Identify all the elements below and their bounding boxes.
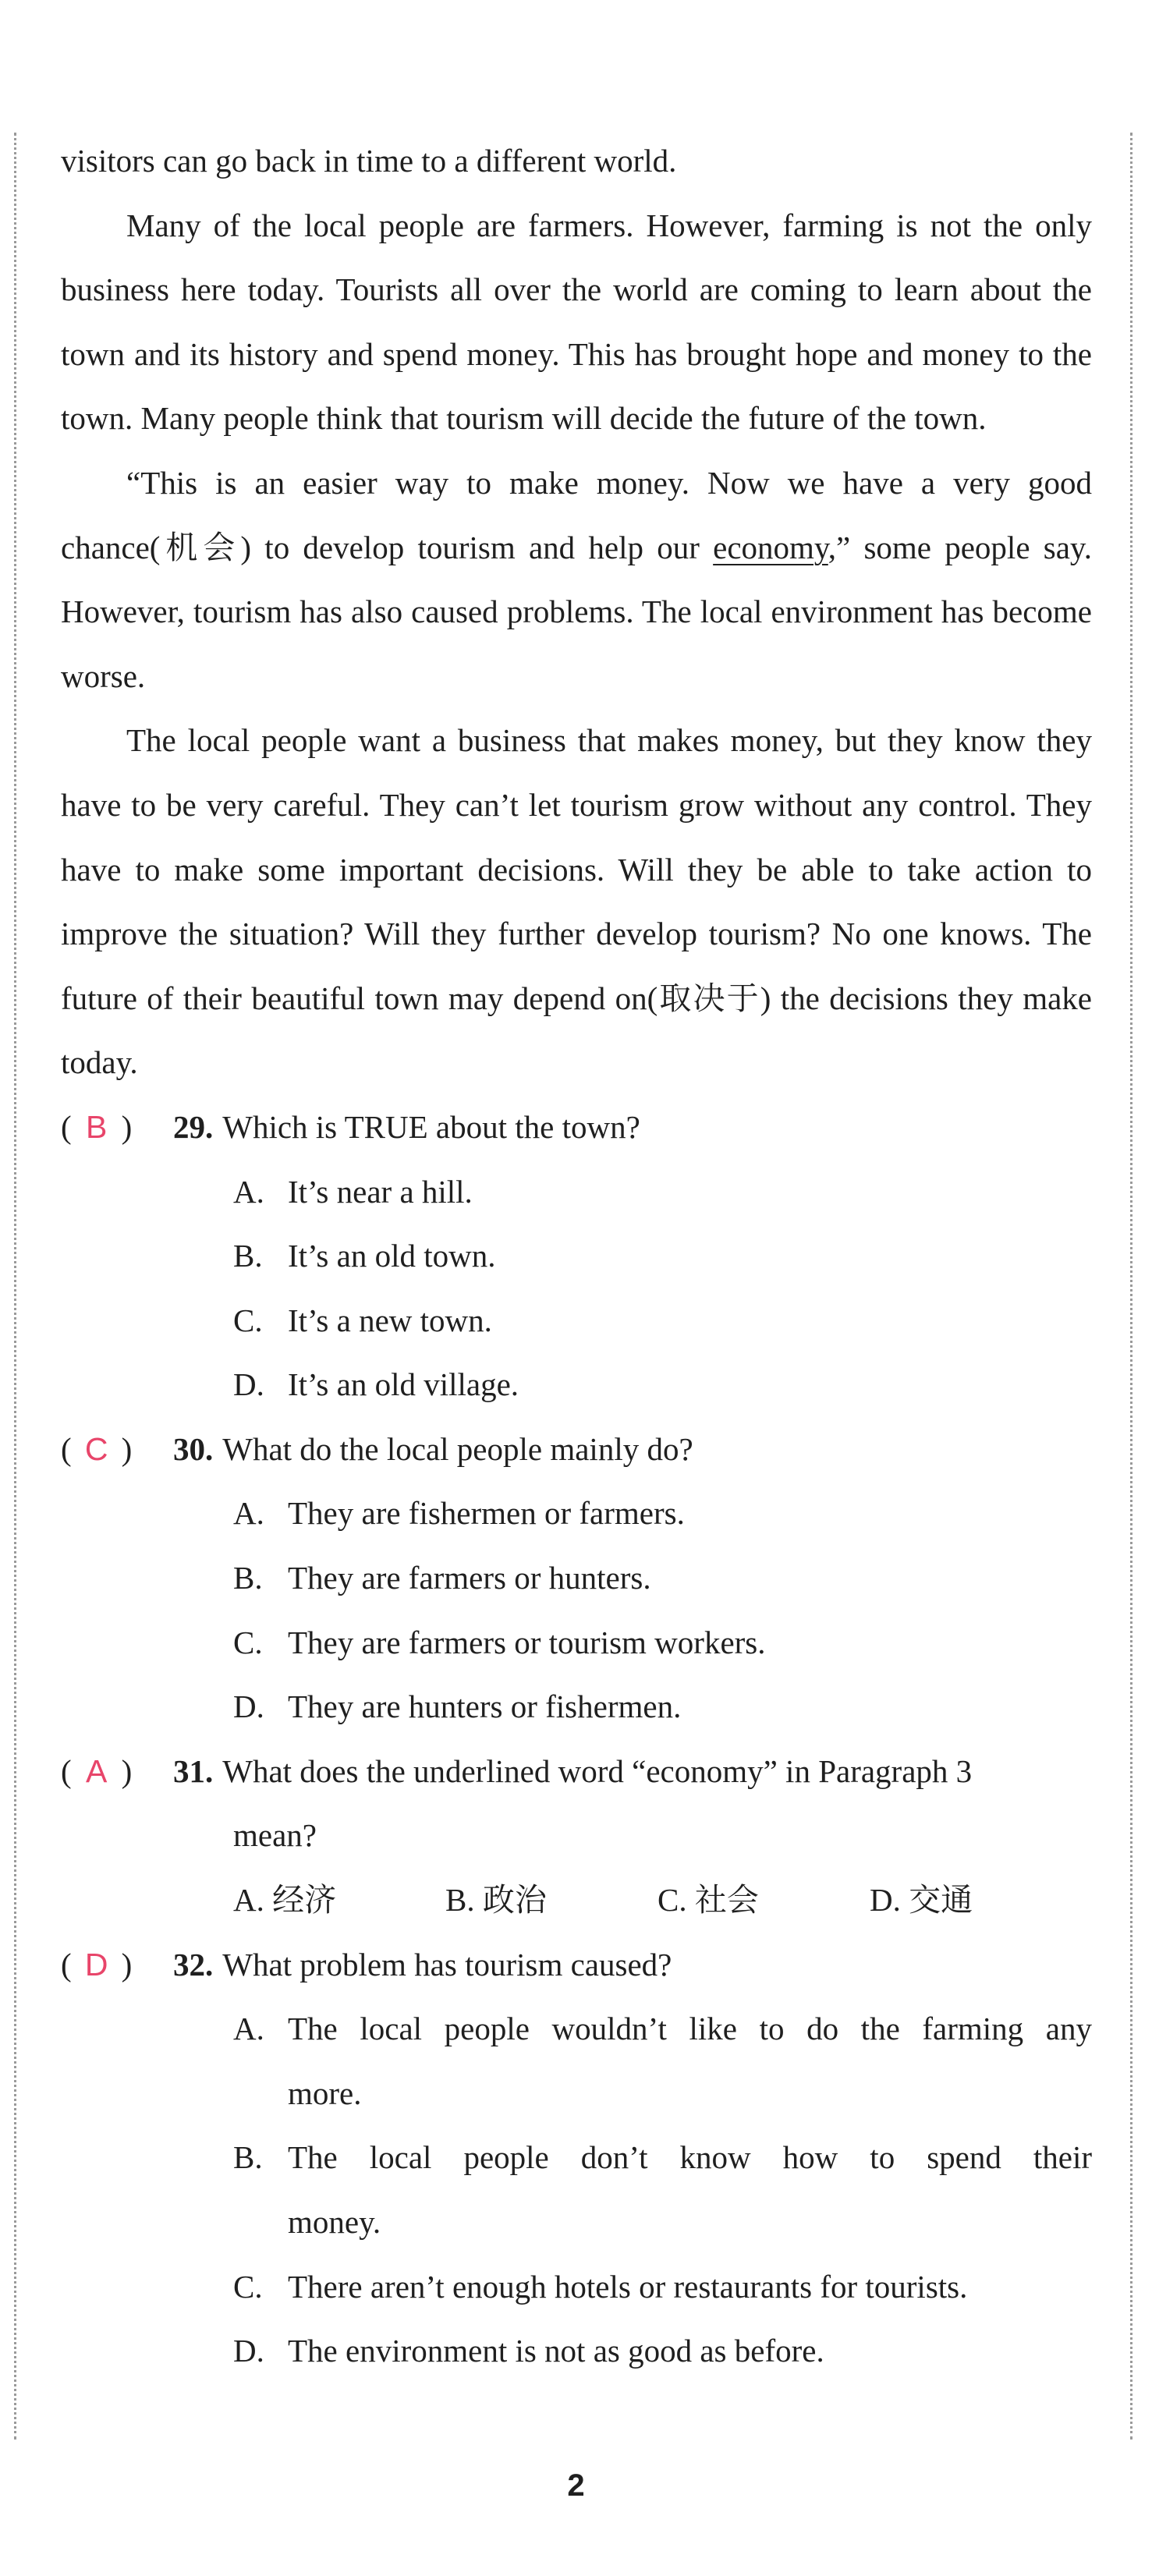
question-stem-continued: mean?: [233, 1817, 317, 1854]
option: [61, 1997, 1092, 2061]
option-text: There aren’t enough hotels or restaurants for tourists.: [288, 2268, 968, 2305]
option-letter: C.: [233, 1624, 263, 1660]
option-text: The environment is not as good as before.: [288, 2333, 824, 2369]
option-letter: A.: [233, 1495, 264, 1532]
right-margin-dotted-line: [1130, 133, 1133, 2440]
option-letter: A.: [233, 2011, 264, 2047]
passage-paragraph-1: Many of the local people are farmers. However, farming is not the only business here today. Tourists all over the world are coming to learn about the town and its history and spend money. This has brought hope and money to the town. Many people think that tourism will decide the future of the town.: [61, 207, 1092, 437]
option-text: They are farmers or tourism workers.: [288, 1624, 766, 1660]
option: [61, 2125, 1092, 2190]
answer-letter: B: [85, 1108, 108, 1145]
option: [61, 1674, 1092, 1739]
question-29: [61, 1095, 1092, 1417]
option-letter: B.: [233, 2139, 263, 2176]
option-letter: B.: [233, 1238, 263, 1274]
option-letter: D.: [233, 2333, 264, 2369]
answer-bracket: ( A ): [61, 1739, 173, 1804]
question-number: 29.: [173, 1108, 214, 1145]
option-text-continued: more.: [288, 2075, 362, 2111]
passage-paragraph-0: visitors can go back in time to a different world.: [61, 143, 677, 179]
question-stem: Which is TRUE about the town?: [222, 1108, 640, 1145]
option-text: It’s an old town.: [288, 1238, 496, 1274]
inline-options: [61, 1868, 1092, 1933]
passage-paragraph-3: The local people want a business that makes money, but they know they have to be very careful. They can’t let tourism grow without any control. They have to make some important decisions. Will they be able to take action to improve the situation? Will they further develop tourism? No one knows. The future of their beautiful town may depend on(取决于) the decisions they make today.: [61, 722, 1092, 1081]
option-letter: C.: [233, 1302, 263, 1338]
option: [61, 1288, 1092, 1353]
question-31: [61, 1739, 1092, 1933]
question-stem: What does the underlined word “economy” in Paragraph 3: [222, 1752, 973, 1789]
underlined-word-economy: economy: [713, 529, 828, 565]
question-stem: What problem has tourism caused?: [222, 1946, 672, 1982]
option-text: They are farmers or hunters.: [288, 1560, 651, 1596]
option: [61, 2255, 1092, 2319]
option-text: They are hunters or fishermen.: [288, 1688, 682, 1725]
question-32: [61, 1933, 1092, 2383]
answer-bracket: ( C ): [61, 1417, 173, 1482]
page-number: 2: [567, 2468, 585, 2503]
option: [61, 1610, 1092, 1675]
option-letter: D.: [233, 1366, 264, 1403]
answer-letter: A: [85, 1752, 108, 1789]
option-text: It’s near a hill.: [288, 1173, 473, 1210]
option-text: It’s an old village.: [288, 1366, 519, 1403]
question-number: 30.: [173, 1430, 214, 1467]
option: [61, 2319, 1092, 2383]
option: [61, 1160, 1092, 1224]
question-number: 32.: [173, 1946, 214, 1982]
option-letter: B.: [233, 1560, 263, 1596]
passage-p2-after: ,” some people say. However, tourism has also caused problems. The local environment has become worse.: [61, 529, 1092, 694]
passage-p2-before: “This is an easier way to make money. Now we have a very good chance(机会) to develop tourism and help our: [61, 464, 1092, 565]
question-30: [61, 1417, 1092, 1739]
option-letter: C.: [233, 2268, 263, 2305]
question-number: 31.: [173, 1752, 214, 1789]
option-text: They are fishermen or farmers.: [288, 1495, 685, 1532]
option-text: The local people don’t know how to spend their: [288, 2139, 1092, 2176]
option: [61, 1352, 1092, 1417]
option-text: It’s a new town.: [288, 1302, 492, 1338]
answer-bracket: ( D ): [61, 1933, 173, 1997]
option: [61, 1224, 1092, 1288]
answer-bracket: ( B ): [61, 1095, 173, 1160]
option-inline: C. 社会: [658, 1882, 759, 1919]
left-margin-dotted-line: [14, 133, 16, 2440]
page-content: [61, 129, 1092, 2383]
option-inline: B. 政治: [445, 1882, 547, 1919]
option-continued: [61, 2190, 1092, 2255]
question-stem: What do the local people mainly do?: [222, 1430, 693, 1467]
option-inline: D. 交通: [870, 1882, 973, 1919]
option: [61, 1546, 1092, 1610]
answer-letter: D: [84, 1946, 108, 1982]
option: [61, 1481, 1092, 1546]
answer-letter: C: [84, 1430, 108, 1467]
option-text: The local people wouldn’t like to do the farming any: [288, 2011, 1092, 2047]
option-text-continued: money.: [288, 2204, 381, 2240]
option-letter: D.: [233, 1688, 264, 1725]
option-letter: A.: [233, 1173, 264, 1210]
option-continued: [61, 2061, 1092, 2126]
passage-paragraph-2: [61, 451, 1092, 708]
option-inline: A. 经济: [233, 1882, 337, 1919]
